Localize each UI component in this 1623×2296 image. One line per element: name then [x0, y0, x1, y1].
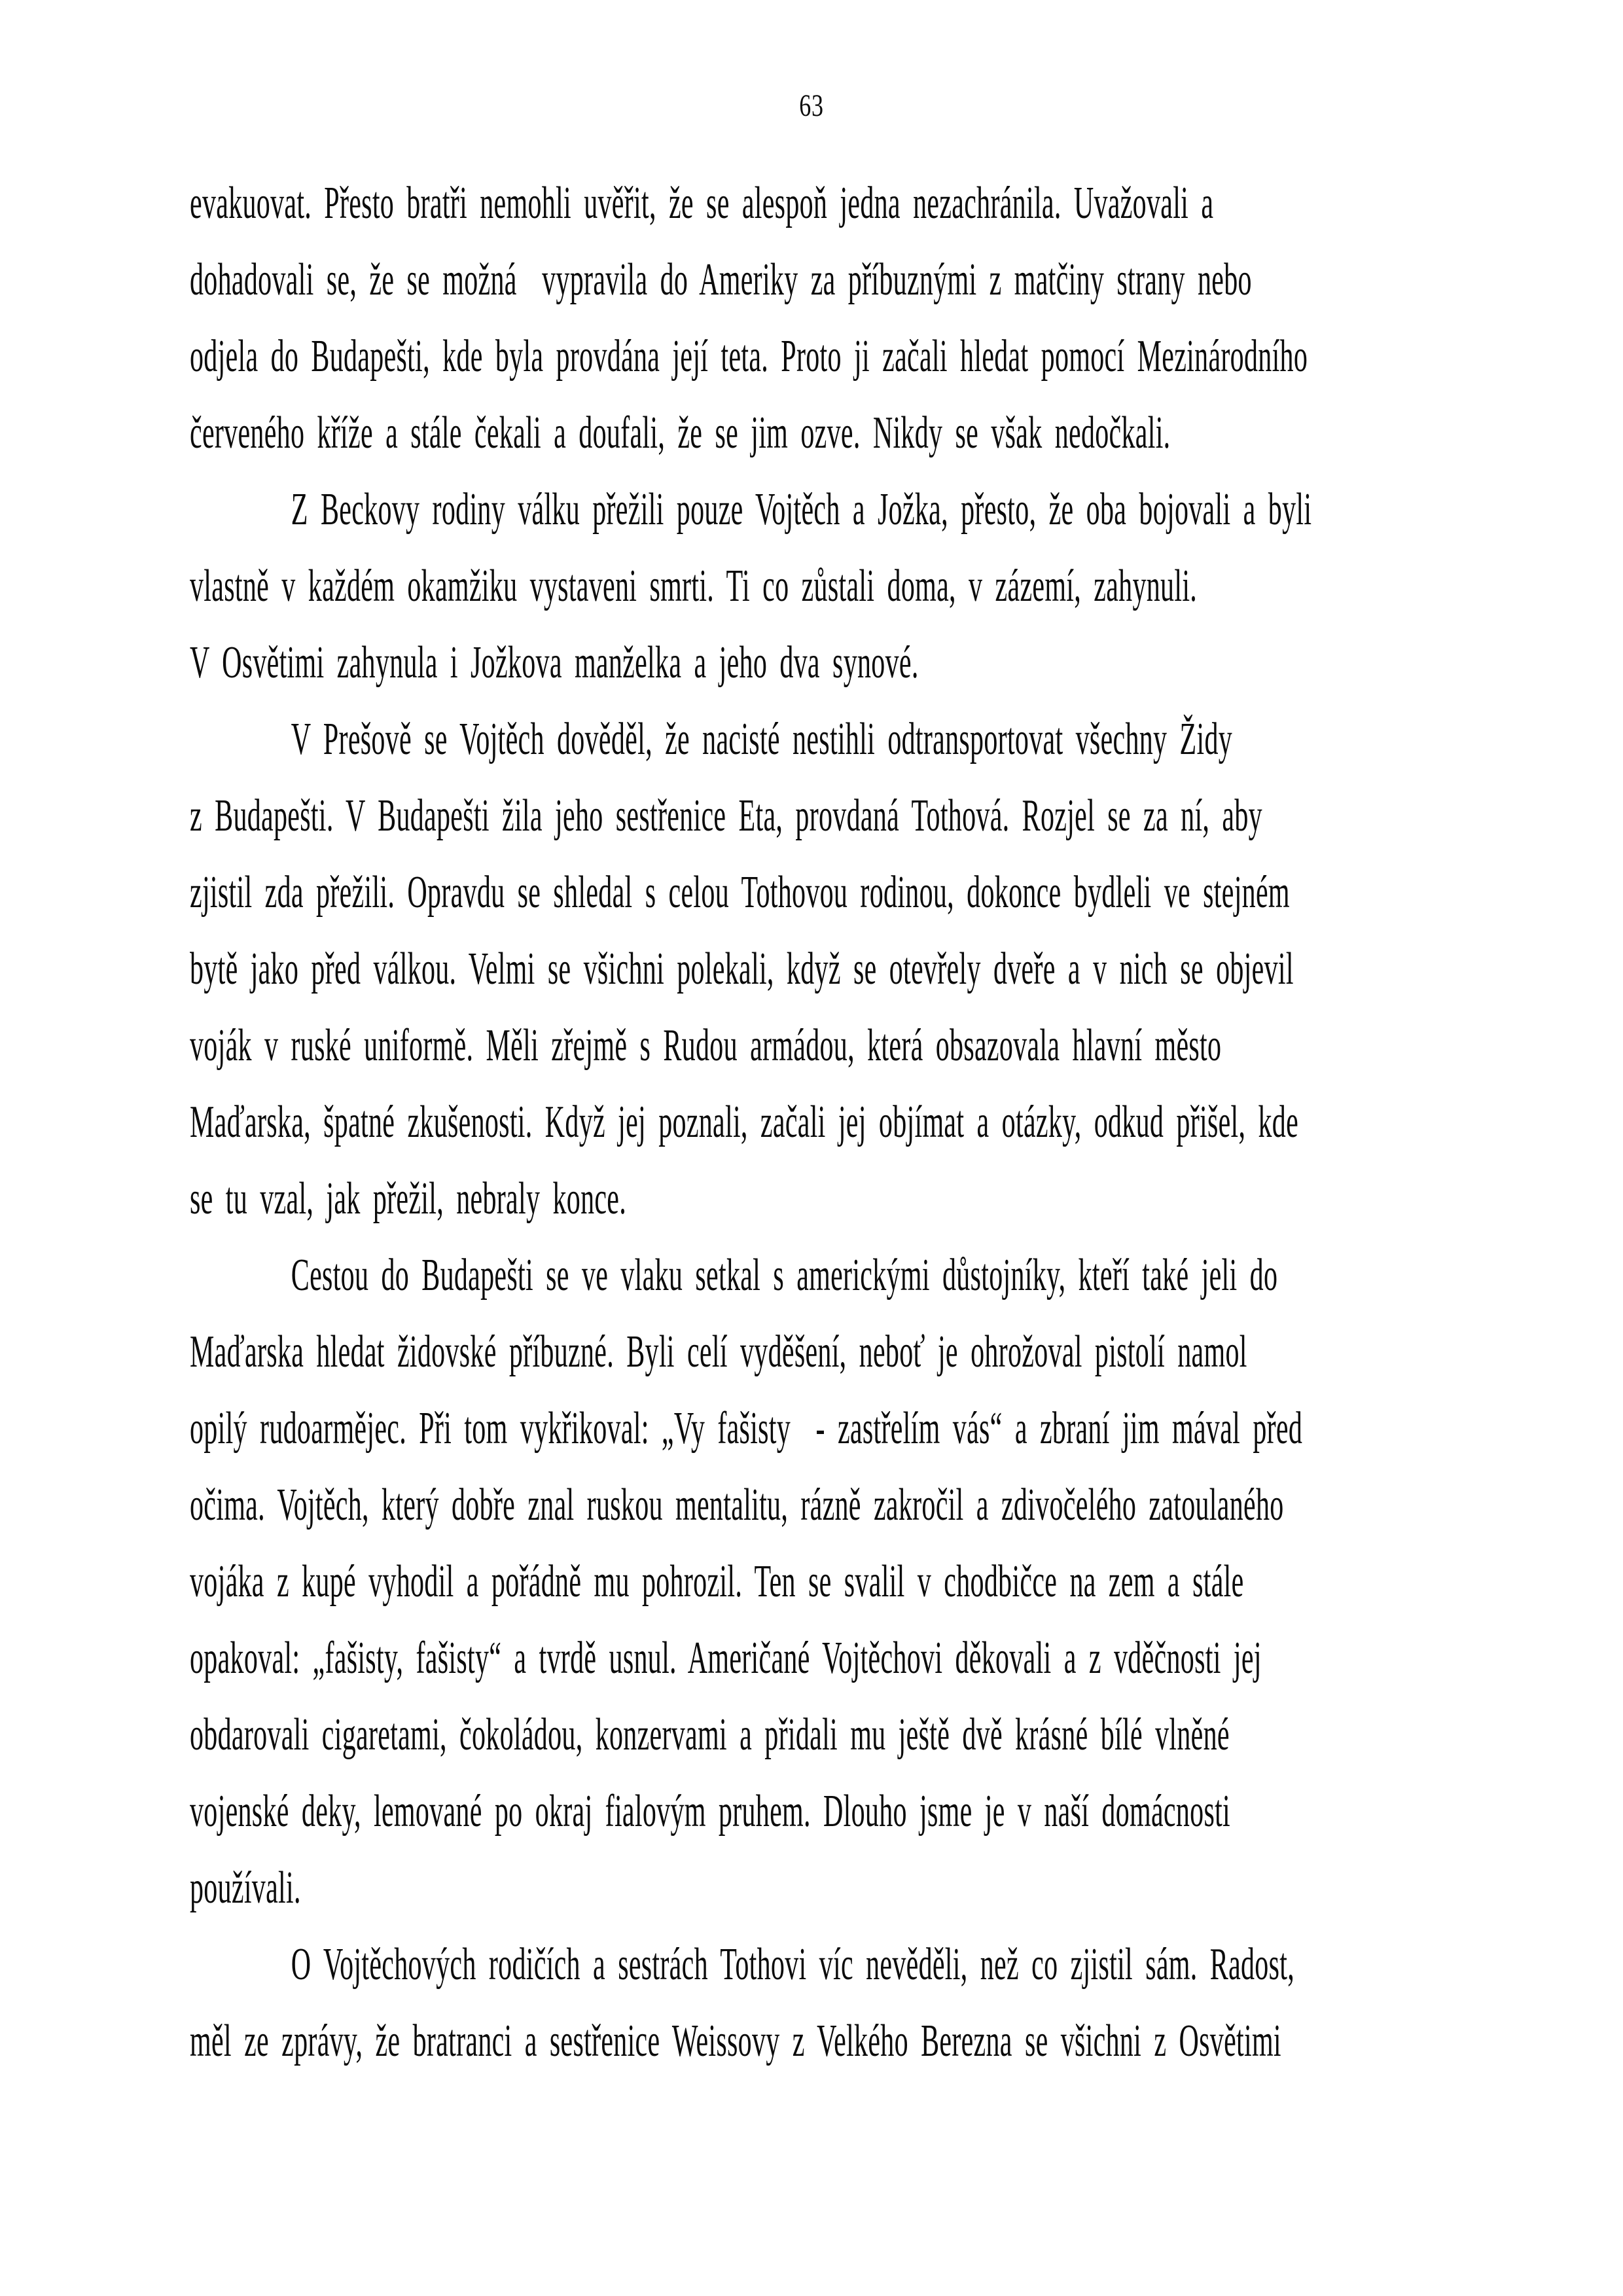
text-line: vojáka z kupé vyhodil a pořádně mu pohrozil. Ten se svalil v chodbičce na zem a stále	[190, 1556, 1244, 1607]
text-line: červeného kříže a stále čekali a doufali, že se jim ozve. Nikdy se však nedočkali.	[190, 408, 1171, 458]
text-line: opakoval: „fašisty, fašisty“ a tvrdě usnul. Američané Vojtěchovi děkovali a z vděčnosti jej	[190, 1633, 1262, 1683]
text-line: se tu vzal, jak přežil, nebraly konce.	[190, 1174, 627, 1224]
text-line: V Osvětimi zahynula i Jožkova manželka a jeho dva synové.	[190, 637, 919, 688]
text-line: vlastně v každém okamžiku vystaveni smrti. Ti co zůstali doma, v zázemí, zahynuli.	[190, 561, 1198, 611]
document-text	[190, 165, 1446, 2079]
text-line: zjistil zda přežili. Opravdu se shledal s celou Tothovou rodinou, dokonce bydleli ve stejném	[190, 867, 1290, 918]
text-line: měl ze zprávy, že bratranci a sestřenice Weissovy z Velkého Berezna se všichni z Osvětimi	[190, 2016, 1281, 2066]
text-line: O Vojtěchových rodičích a sestrách Tothovi víc nevěděli, než co zjistil sám. Radost,	[291, 1939, 1295, 1990]
text-line: V Prešově se Vojtěch dověděl, že nacisté nestihli odtransportovat všechny Židy	[291, 714, 1233, 764]
page-number: 63	[799, 88, 824, 123]
text-line: voják v ruské uniformě. Měli zřejmě s Rudou armádou, která obsazovala hlavní město	[190, 1020, 1222, 1071]
text-line: očima. Vojtěch, který dobře znal ruskou mentalitu, rázně zakročil a zdivočelého zatoulaného	[190, 1480, 1284, 1530]
text-line: evakuovat. Přesto bratři nemohli uvěřit, že se alespoň jedna nezachránila. Uvažovali a	[190, 178, 1214, 228]
text-line: obdarovali cigaretami, čokoládou, konzervami a přidali mu ještě dvě krásné bílé vlněné	[190, 1710, 1230, 1760]
text-line: Cestou do Budapešti se ve vlaku setkal s americkými důstojníky, kteří také jeli do	[291, 1250, 1278, 1300]
text-line: vojenské deky, lemované po okraj fialovým pruhem. Dlouho jsme je v naší domácnosti	[190, 1786, 1231, 1837]
text-line: používali.	[190, 1863, 301, 1913]
text-line: bytě jako před válkou. Velmi se všichni polekali, když se otevřely dveře a v nich se objevil	[190, 944, 1294, 994]
text-line: z Budapešti. V Budapešti žila jeho sestřenice Eta, provdaná Tothová. Rozjel se za ní, aby	[190, 791, 1262, 841]
text-line: Z Beckovy rodiny válku přežili pouze Vojtěch a Jožka, přesto, že oba bojovali a byli	[291, 484, 1312, 535]
text-line: Maďarska hledat židovské příbuzné. Byli celí vyděšení, neboť je ohrožoval pistolí namol	[190, 1327, 1247, 1377]
text-line: Maďarska, špatné zkušenosti. Když jej poznali, začali jej objímat a otázky, odkud přišel, kde	[190, 1097, 1299, 1147]
text-line: opilý rudoarmějec. Při tom vykřikoval: „Vy fašisty - zastřelím vás“ a zbraní jim mával před	[190, 1403, 1303, 1454]
text-line: odjela do Budapešti, kde byla provdána její teta. Proto ji začali hledat pomocí Mezinárodního	[190, 331, 1308, 382]
text-line: dohadovali se, že se možná vypravila do Ameriky za příbuznými z matčiny strany nebo	[190, 255, 1252, 305]
